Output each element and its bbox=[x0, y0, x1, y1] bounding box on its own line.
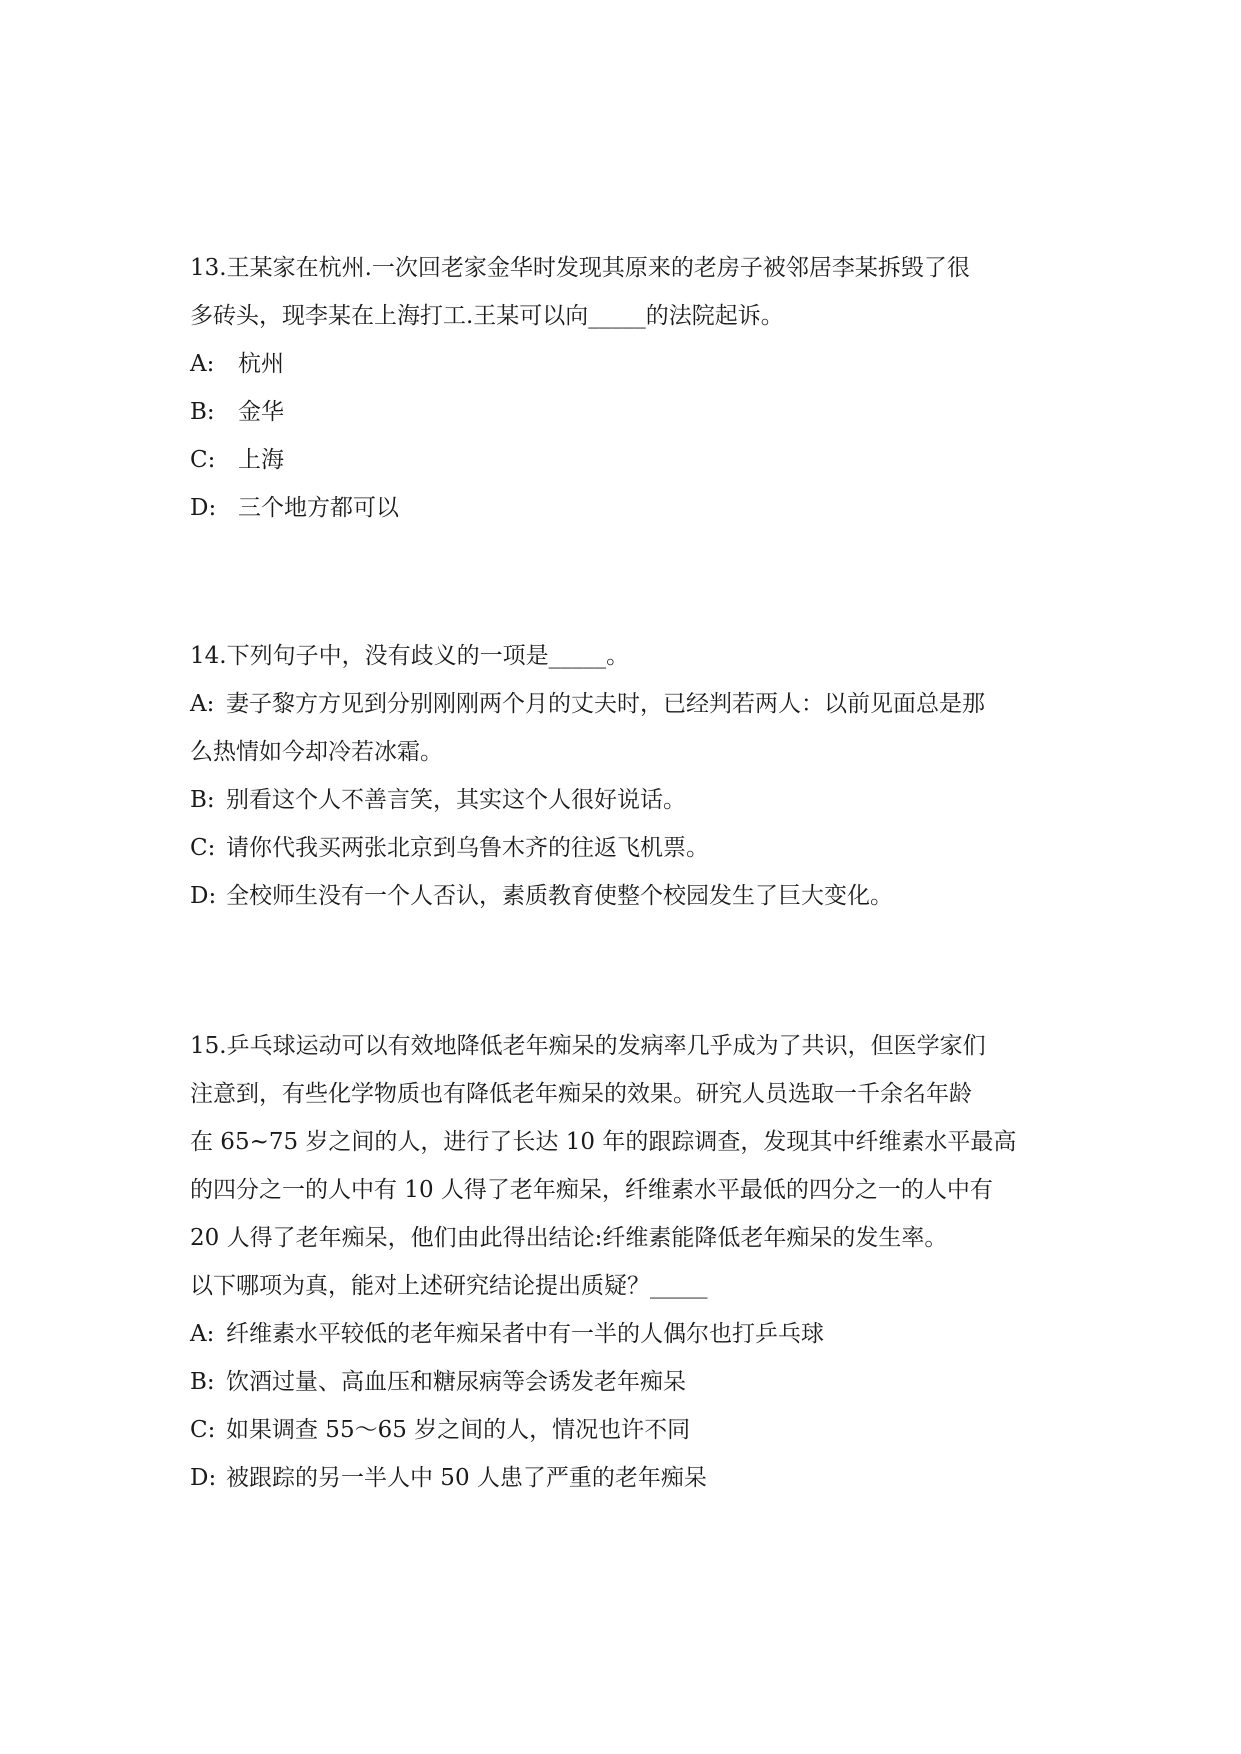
option-letter: A: bbox=[190, 1321, 215, 1347]
option-text: 杭州 bbox=[238, 351, 284, 377]
option-text: 如果调查 55～65 岁之间的人，情况也许不同 bbox=[226, 1417, 691, 1443]
option-c bbox=[190, 445, 284, 475]
question-stem-line: 14.下列句子中，没有歧义的一项是_____。 bbox=[190, 643, 630, 669]
option-letter: C: bbox=[190, 447, 216, 473]
option-letter: D: bbox=[190, 495, 217, 521]
option-text: 饮酒过量、高血压和糖尿病等会诱发老年痴呆 bbox=[226, 1369, 686, 1395]
option-letter: D: bbox=[190, 1465, 217, 1491]
option-letter: A: bbox=[190, 351, 215, 377]
option-text: 全校师生没有一个人否认，素质教育使整个校园发生了巨大变化。 bbox=[226, 883, 893, 909]
option-text: 上海 bbox=[238, 447, 284, 473]
option-text: 妻子黎方方见到分别刚刚两个月的丈夫时，已经判若两人：以前见面总是那 bbox=[226, 691, 985, 717]
option-d bbox=[190, 1463, 707, 1493]
option-letter: D: bbox=[190, 883, 217, 909]
option-a bbox=[190, 349, 284, 379]
option-b bbox=[190, 1367, 686, 1397]
option-text: 请你代我买两张北京到乌鲁木齐的往返飞机票。 bbox=[226, 835, 709, 861]
option-a bbox=[190, 1319, 824, 1349]
option-letter: A: bbox=[190, 691, 215, 717]
option-text: 金华 bbox=[238, 399, 284, 425]
option-letter: B: bbox=[190, 787, 215, 813]
option-text: 被跟踪的另一半人中 50 人患了严重的老年痴呆 bbox=[226, 1465, 707, 1491]
question-stem-line: 20 人得了老年痴呆，他们由此得出结论:纤维素能降低老年痴呆的发生率。 bbox=[190, 1225, 948, 1251]
option-d bbox=[190, 493, 399, 523]
question-stem-line: 的四分之一的人中有 10 人得了老年痴呆，纤维素水平最低的四分之一的人中有 bbox=[190, 1177, 993, 1203]
option-text: 纤维素水平较低的老年痴呆者中有一半的人偶尔也打乒乓球 bbox=[226, 1321, 824, 1347]
option-b bbox=[190, 397, 284, 427]
option-c bbox=[190, 833, 709, 863]
option-letter: B: bbox=[190, 1369, 215, 1395]
question-stem-line: 注意到，有些化学物质也有降低老年痴呆的效果。研究人员选取一千余名年龄 bbox=[190, 1081, 972, 1107]
question-stem-line: 13.王某家在杭州.一次回老家金华时发现其原来的老房子被邻居李某拆毁了很 bbox=[190, 255, 970, 281]
question-stem-line: 15.乒乓球运动可以有效地降低老年痴呆的发病率几乎成为了共识，但医学家们 bbox=[190, 1033, 986, 1059]
option-letter: B: bbox=[190, 399, 215, 425]
question-stem-line: 以下哪项为真，能对上述研究结论提出质疑？_____ bbox=[190, 1273, 708, 1299]
question-stem-line: 多砖头，现李某在上海打工.王某可以向_____的法院起诉。 bbox=[190, 303, 784, 329]
option-c bbox=[190, 1415, 690, 1445]
option-text: 三个地方都可以 bbox=[238, 495, 399, 521]
question-stem-line: 在 65~75 岁之间的人，进行了长达 10 年的跟踪调查，发现其中纤维素水平最高 bbox=[190, 1129, 1017, 1155]
option-a bbox=[190, 689, 985, 719]
option-text: 别看这个人不善言笑，其实这个人很好说话。 bbox=[226, 787, 686, 813]
option-a-continuation: 么热情如今却冷若冰霜。 bbox=[190, 739, 443, 765]
option-b bbox=[190, 785, 686, 815]
option-d bbox=[190, 881, 893, 911]
option-letter: C: bbox=[190, 1417, 216, 1443]
option-letter: C: bbox=[190, 835, 216, 861]
